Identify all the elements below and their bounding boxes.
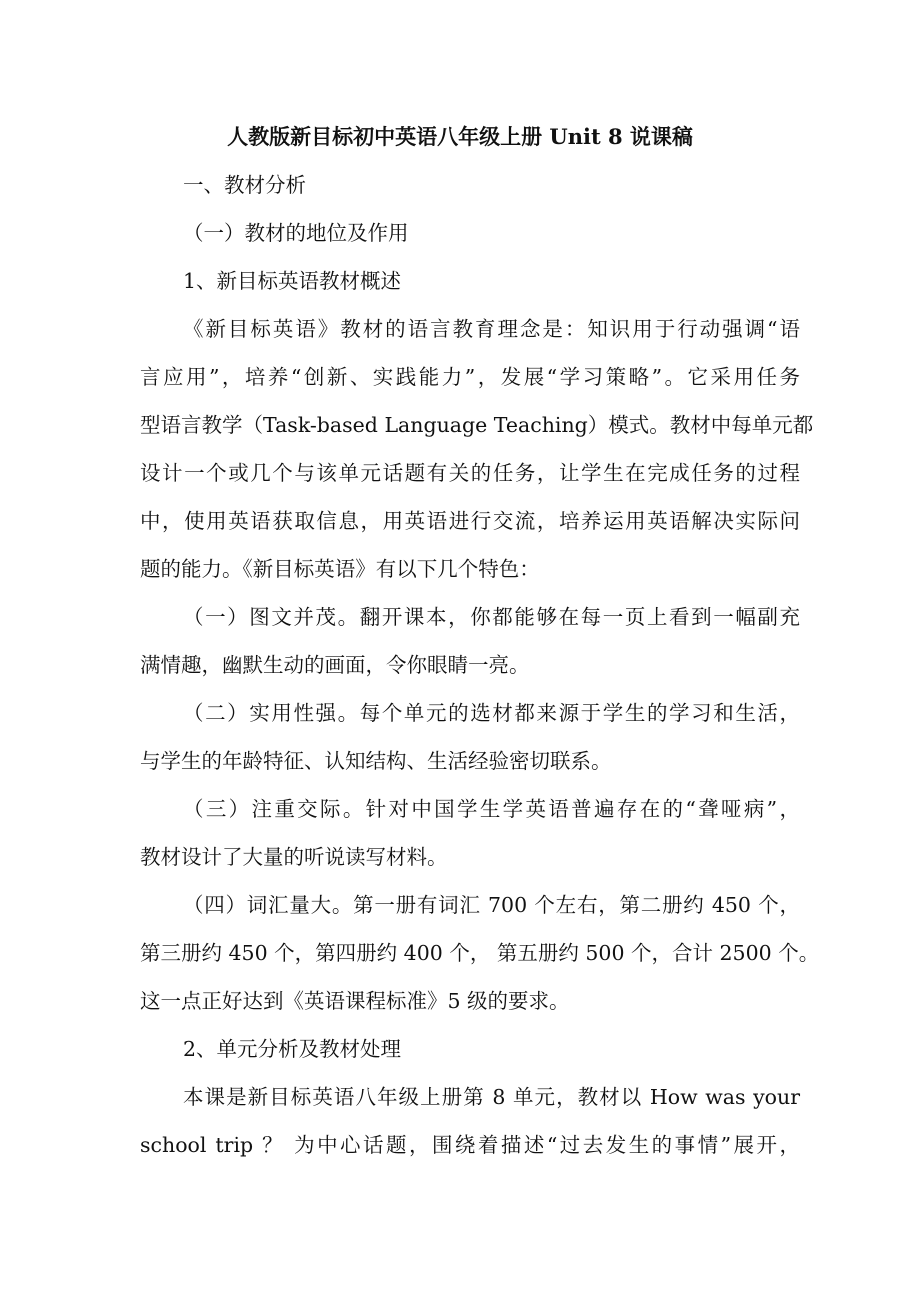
paragraph-line: 第三册约 450 个，第四册约 400 个， 第五册约 500 个，合计 2500 个。 [140, 941, 820, 965]
paragraph-line: （二）实用性强。每个单元的选材都来源于学生的学习和生活， [183, 701, 800, 725]
document-title: 人教版新目标初中英语八年级上册 Unit 8 说课稿 [227, 124, 693, 149]
paragraph-line: 2、单元分析及教材处理 [183, 1037, 402, 1061]
paragraph-line: （三）注重交际。针对中国学生学英语普遍存在的“聋哑病”， [183, 797, 800, 821]
paragraph-line: 中，使用英语获取信息，用英语进行交流，培养运用英语解决实际问 [140, 509, 800, 533]
paragraph-line: （一）图文并茂。翻开课本，你都能够在每一页上看到一幅副充 [183, 605, 800, 629]
paragraph-line: 一、教材分析 [183, 173, 306, 197]
paragraph-line: school trip ？ 为中心话题，围绕着描述“过去发生的事情”展开， [140, 1133, 800, 1157]
paragraph-line: 教材设计了大量的听说读写材料。 [140, 845, 448, 869]
paragraph-line: 型语言教学（Task-based Language Teaching）模式。教材中每单元都 [140, 413, 814, 437]
paragraph-line: 设计一个或几个与该单元话题有关的任务，让学生在完成任务的过程 [140, 461, 800, 485]
paragraph-line: 满情趣，幽默生动的画面，令你眼睛一亮。 [140, 653, 530, 677]
paragraph-line: 1、新目标英语教材概述 [183, 269, 402, 293]
paragraph-line: （一）教材的地位及作用 [183, 221, 409, 245]
paragraph-line: 题的能力。《新目标英语》有以下几个特色： [140, 557, 540, 581]
paragraph-line: （四）词汇量大。第一册有词汇 700 个左右，第二册约 450 个， [183, 893, 800, 917]
paragraph-line: 言应用”，培养“创新、实践能力”，发展“学习策略”。它采用任务 [140, 365, 800, 389]
paragraph-line: 这一点正好达到《英语课程标准》5 级的要求。 [140, 989, 570, 1013]
paragraph-line: 与学生的年龄特征、认知结构、生活经验密切联系。 [140, 749, 612, 773]
paragraph-line: 《新目标英语》教材的语言教育理念是：知识用于行动强调“语 [183, 317, 800, 341]
paragraph-line: 本课是新目标英语八年级上册第 8 单元，教材以 How was your [183, 1085, 800, 1109]
